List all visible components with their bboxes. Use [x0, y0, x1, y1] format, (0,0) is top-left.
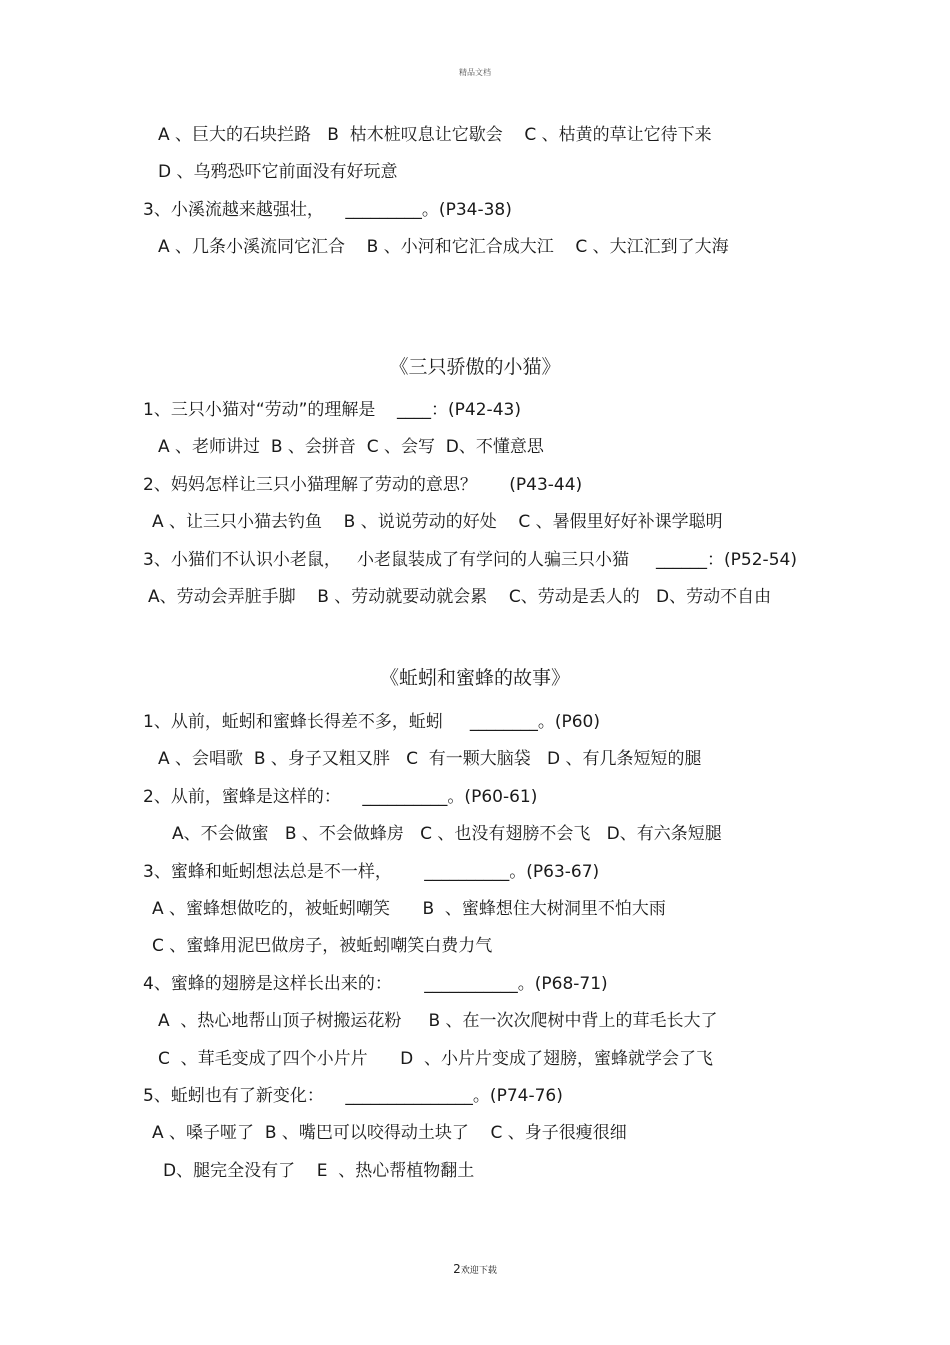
- option-line: D 、乌鸦恐吓它前面没有好玩意: [158, 162, 398, 182]
- question-line: 1、从前，蚯蚓和蜜蜂长得差不多，蚯蚓 ________。(P60): [143, 712, 600, 732]
- question-line: 2、妈妈怎样让三只小猫理解了劳动的意思？ (P43-44): [143, 475, 583, 495]
- page-header: 精品文档: [459, 68, 491, 77]
- option-line: A、劳动会弄脏手脚 B 、劳动就要动就会累 C、劳动是丢人的 D、劳动不自由: [148, 587, 772, 607]
- option-line: A 、嗓子哑了 B 、嘴巴可以咬得动土块了 C 、身子很瘦很细: [152, 1123, 627, 1143]
- page-number: 2: [453, 1262, 461, 1276]
- question-line: 3、小溪流越来越强壮， _________。(P34-38): [143, 200, 512, 220]
- question-line: 4、蜜蜂的翅膀是这样长出来的： ___________。(P68-71): [143, 974, 608, 994]
- question-line: 1、三只小猫对“劳动”的理解是 ____：(P42-43): [143, 400, 521, 420]
- option-line: C 、茸毛变成了四个小片片 D 、小片片变成了翅膀，蜜蜂就学会了飞: [158, 1049, 713, 1069]
- question-line: 2、从前，蜜蜂是这样的： __________。(P60-61): [143, 787, 538, 807]
- option-line: A 、几条小溪流同它汇合 B 、小河和它汇合成大江 C 、大江汇到了大海: [158, 237, 729, 257]
- section-title: 《蚯蚓和蜜蜂的故事》: [379, 667, 570, 689]
- option-line: A、不会做蜜 B 、不会做蜂房 C 、也没有翅膀不会飞 D、有六条短腿: [172, 824, 722, 844]
- option-line: D、腿完全没有了 E 、热心帮植物翻土: [163, 1161, 475, 1181]
- option-line: A 、巨大的石块拦路 B 枯木桩叹息让它歇会 C 、枯黄的草让它待下来: [158, 125, 712, 145]
- option-line: A 、热心地帮山顶子树搬运花粉 B 、在一次次爬树中背上的茸毛长大了: [158, 1011, 718, 1031]
- section-title: 《三只骄傲的小猫》: [389, 356, 561, 378]
- question-line: 5、蚯蚓也有了新变化： _______________。(P74-76): [143, 1086, 563, 1106]
- option-line: A 、会唱歌 B 、身子又粗又胖 C 有一颗大脑袋 D 、有几条短短的腿: [158, 749, 702, 769]
- question-line: 3、蜜蜂和蚯蚓想法总是不一样， __________。(P63-67): [143, 862, 600, 882]
- option-line: A 、老师讲过 B 、会拼音 C 、会写 D、不懂意思: [158, 437, 544, 457]
- footer-text: 欢迎下载: [460, 1266, 497, 1276]
- option-line: C 、蜜蜂用泥巴做房子，被蚯蚓嘲笑白费力气: [152, 936, 493, 956]
- page-footer: [0, 1262, 950, 1276]
- question-line: 3、小猫们不认识小老鼠， 小老鼠装成了有学问的人骗三只小猫 ______：(P52-54): [143, 550, 797, 570]
- option-line: A 、蜜蜂想做吃的，被蚯蚓嘲笑 B 、蜜蜂想住大树洞里不怕大雨: [152, 899, 666, 919]
- option-line: A 、让三只小猫去钓鱼 B 、说说劳动的好处 C 、暑假里好好补课学聪明: [152, 512, 723, 532]
